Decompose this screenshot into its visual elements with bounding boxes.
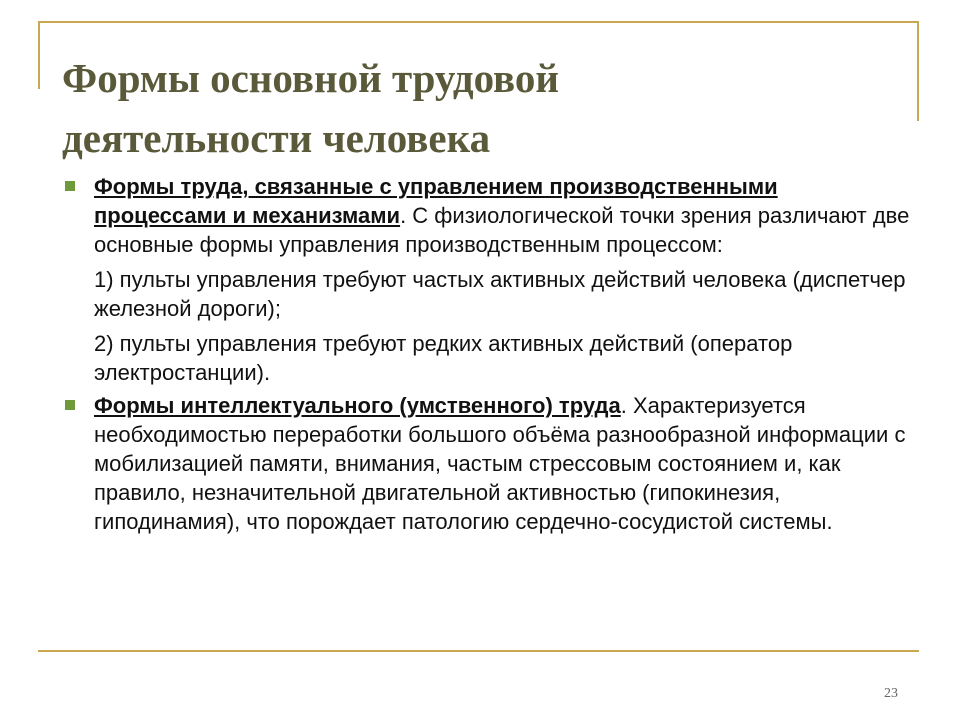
sub-item-frequent-actions: 1) пульты управления требуют частых активных действий человека (диспетчер железной дороги); (94, 267, 906, 321)
page-number: 23 (884, 686, 898, 701)
frame-top-line (38, 21, 919, 23)
bullet-text: . Характеризуется необходимостью переработки большого объёма разнообразной информации с мобилизацией памяти, внимания, частым стрессовым состоянием и, как правило, незначительной двигательной активностью (гипокинезия, гиподинамия), что порождает патологию сердечно-сосудистой системы. (94, 393, 906, 534)
bullet-list (62, 172, 912, 540)
slide-title-line-1: Формы основной трудовой (62, 55, 560, 101)
frame-right-line (917, 21, 919, 121)
frame-left-line (38, 21, 40, 89)
sub-item-rare-actions: 2) пульты управления требуют редких активных действий (оператор электростанции). (94, 331, 793, 385)
frame-bottom-line (38, 650, 919, 652)
bullet-text: . С физиологической точки зрения различают две основные формы управления производственным процессом: (94, 203, 910, 257)
square-bullet-icon (65, 181, 75, 191)
bullet-item-intellectual-work (62, 391, 912, 536)
bullet-heading: Формы интеллектуального (умственного) труда (94, 393, 621, 418)
slide-title-line-2: деятельности человека (62, 115, 491, 161)
square-bullet-icon (65, 400, 75, 410)
slide-title (62, 48, 882, 168)
bullet-heading: Формы труда, связанные с управлением производственными процессами и механизмами (94, 174, 778, 228)
bullet-item-production-control (62, 172, 912, 387)
